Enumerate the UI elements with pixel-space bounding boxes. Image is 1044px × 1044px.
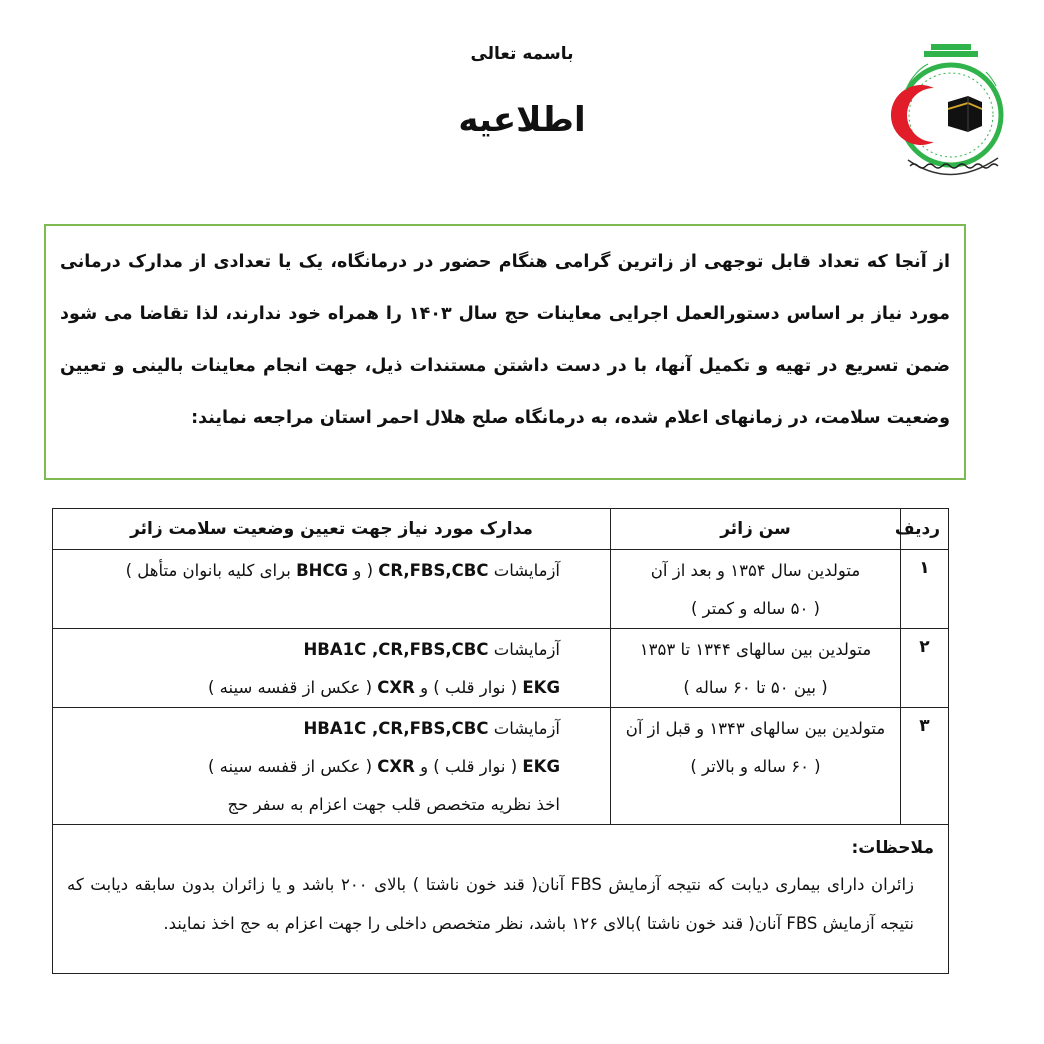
docs-line bbox=[61, 710, 560, 748]
age-range: ( بین ۵۰ تا ۶۰ ساله ) bbox=[683, 678, 828, 697]
docs-label: آزمایشات bbox=[493, 640, 560, 659]
row-number: ۲ bbox=[901, 629, 949, 708]
intro-paragraph: از آنجا که تعداد قابل توجهی از زاترین گرامی هنگام حضور در درمانگاه، یک یا تعدادی از مدارک درمانی مورد نیاز بر اساس دستورالعمل اجرایی معاینات حج سال ۱۴۰۳ را همراه خود ندارند، لذا تقاضا می شود ضمن تسریع در تهیه و تکمیل آنها، با در دست داشتن مستندات ذیل، جهت انجام معاینات بالینی و تعیین وضعیت سلامت، در زمانهای اعلام شده، به درمانگاه صلح هلال احمر استان مراجعه نمایند: bbox=[60, 252, 950, 428]
test-code-cxr: CXR bbox=[377, 757, 415, 776]
salutation: باسمه تعالی bbox=[470, 44, 574, 64]
age-cell bbox=[611, 550, 901, 629]
intro-box bbox=[44, 224, 966, 480]
test-codes: CR,FBS,CBC bbox=[378, 561, 489, 580]
hajj-medical-center-logo bbox=[886, 40, 1016, 190]
docs-text: ( عکس از قفسه سینه ) bbox=[207, 678, 373, 697]
docs-line: اخذ نظریه متخصص قلب جهت اعزام به سفر حج bbox=[227, 795, 560, 814]
logo-cap bbox=[924, 44, 978, 57]
docs-cell bbox=[53, 629, 611, 708]
kaaba-icon bbox=[948, 96, 982, 132]
docs-line bbox=[61, 552, 560, 590]
table-row bbox=[53, 550, 949, 629]
docs-cell bbox=[53, 550, 611, 629]
docs-cell bbox=[53, 708, 611, 825]
age-line: متولدین سال ۱۳۵۴ و بعد از آن bbox=[650, 561, 861, 580]
header-row-number: ردیف bbox=[901, 509, 949, 550]
age-line: متولدین بین سالهای ۱۳۴۴ تا ۱۳۵۳ bbox=[639, 640, 872, 659]
docs-line bbox=[61, 669, 560, 707]
notes-row bbox=[53, 825, 949, 974]
test-code-ekg: EKG bbox=[522, 678, 560, 697]
test-code-bhcg: BHCG bbox=[296, 561, 349, 580]
docs-line bbox=[61, 631, 560, 669]
notes-title: ملاحظات: bbox=[851, 838, 934, 858]
test-codes: HBA1C ,CR,FBS,CBC bbox=[303, 640, 489, 659]
age-range: ( ۶۰ ساله و بالاتر ) bbox=[690, 757, 821, 776]
docs-label: آزمایشات bbox=[493, 561, 560, 580]
test-code-ekg: EKG bbox=[522, 757, 560, 776]
test-codes: HBA1C ,CR,FBS,CBC bbox=[303, 719, 489, 738]
page-title: اطلاعیه bbox=[458, 100, 586, 140]
docs-text: ( نوار قلب ) و bbox=[420, 678, 518, 697]
age-cell bbox=[611, 708, 901, 825]
age-line: متولدین بین سالهای ۱۳۴۳ و قبل از آن bbox=[625, 719, 886, 738]
docs-label: آزمایشات bbox=[493, 719, 560, 738]
requirements-table bbox=[52, 508, 949, 974]
table-row bbox=[53, 629, 949, 708]
age-cell bbox=[611, 629, 901, 708]
docs-text: ( نوار قلب ) و bbox=[420, 757, 518, 776]
docs-text: برای کلیه بانوان متأهل ) bbox=[125, 561, 291, 580]
header-age: سن زائر bbox=[611, 509, 901, 550]
table-header-row bbox=[53, 509, 949, 550]
row-number: ۳ bbox=[901, 708, 949, 825]
age-range: ( ۵۰ ساله و کمتر ) bbox=[690, 599, 820, 618]
row-number: ۱ bbox=[901, 550, 949, 629]
notes-cell bbox=[53, 825, 949, 974]
header-docs: مدارک مورد نیاز جهت تعیین وضعیت سلامت زائر bbox=[53, 509, 611, 550]
crescent-icon bbox=[891, 85, 934, 145]
notes-text: زائران دارای بیماری دیابت که نتیجه آزمایش FBS آنان( قند خون ناشتا ) بالای ۲۰۰ باشد و یا زائران بدون سابقه دیابت که نتیجه آزمایش FBS آنان( قند خون ناشتا )بالای ۱۲۶ باشد، نظر متخصص داخلی را جهت اعزام به حج اخذ نمایند. bbox=[67, 875, 914, 933]
docs-line bbox=[61, 748, 560, 786]
table-row bbox=[53, 708, 949, 825]
docs-text: ( و bbox=[353, 561, 374, 580]
docs-text: ( عکس از قفسه سینه ) bbox=[207, 757, 373, 776]
test-code-cxr: CXR bbox=[377, 678, 415, 697]
